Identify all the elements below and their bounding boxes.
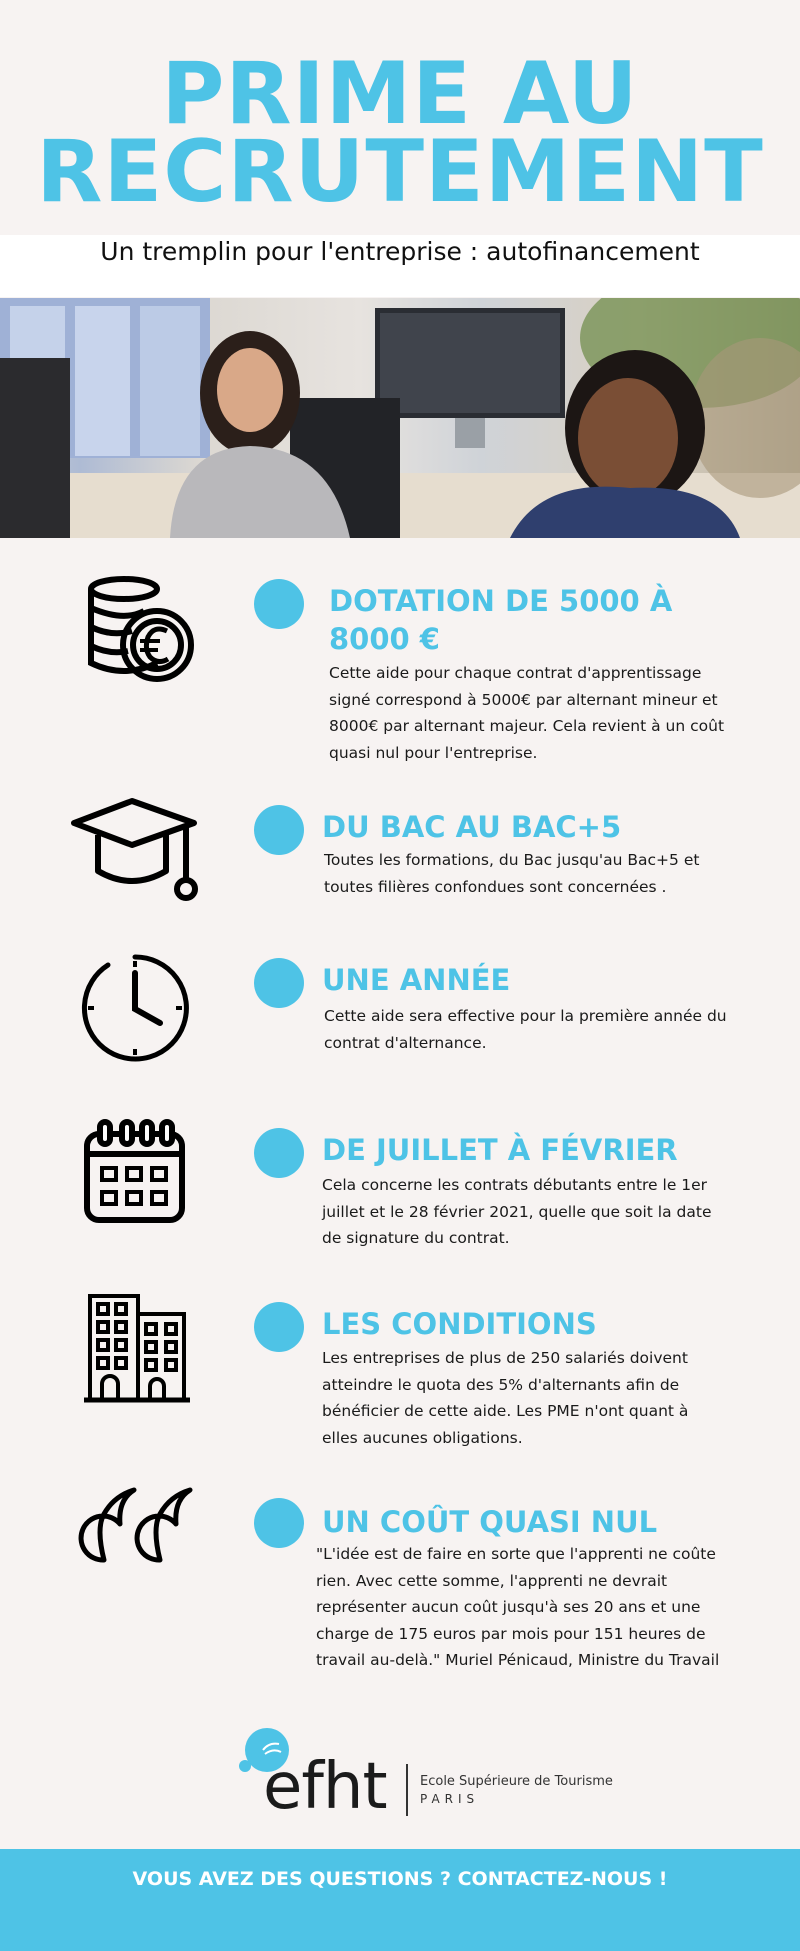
logo-city: PARIS: [420, 1792, 480, 1806]
section-bullet-2: [254, 805, 304, 855]
footer-banner[interactable]: [0, 1849, 800, 1951]
office-photo: [0, 298, 800, 538]
logo-school-name: Ecole Supérieure de Tourisme: [420, 1774, 613, 1789]
section-text-6: "L'idée est de faire en sorte que l'apprenti ne coûte rien. Avec cette somme, l'apprenti ne devrait représenter aucun coût jusqu'à ses 20 ans et une charge de 175 euros par mois pour 151 heures de travail au-delà." Muriel Pénicaud, Ministre du Travail: [316, 1545, 720, 1669]
section-title-2: DU BAC AU BAC+5: [322, 810, 622, 844]
page-title: [0, 44, 800, 222]
calendar-icon: [82, 1118, 187, 1231]
coins-euro-icon: [82, 575, 197, 690]
section-text-5: Les entreprises de plus de 250 salariés doivent atteindre le quota des 5% d'alternants afin de bénéficier de cette aide. Les PME n'ont quant à elles aucunes obligations.: [322, 1349, 689, 1447]
page-subtitle: Un tremplin pour l'entreprise : autofinancement: [100, 237, 700, 266]
quote-icon: [78, 1484, 196, 1571]
logo-divider: [406, 1764, 408, 1816]
title-line-2: RECRUTEMENT: [36, 122, 764, 222]
section-bullet-3: [254, 958, 304, 1008]
section-bullet-5: [254, 1302, 304, 1352]
section-text-2: Toutes les formations, du Bac jusqu'au Bac+5 et toutes filières confondues sont concernées .: [324, 851, 700, 896]
section-text-4: Cela concerne les contrats débutants entre le 1er juillet et le 28 février 2021, quelle que soit la date de signature du contrat.: [322, 1176, 712, 1247]
section-title-4: DE JUILLET À FÉVRIER: [322, 1133, 678, 1167]
title-line-1: PRIME AU: [161, 44, 639, 144]
graduation-cap-icon: [68, 795, 203, 910]
section-title-1: DOTATION DE 5000 À 8000 €: [329, 584, 673, 656]
section-text-1: Cette aide pour chaque contrat d'apprentissage signé correspond à 5000€ par alternant mineur et 8000€ par alternant majeur. Cela revient à un coût quasi nul pour l'entreprise.: [329, 664, 725, 762]
building-icon: [82, 1292, 192, 1409]
clock-icon: [80, 953, 190, 1068]
section-bullet-1: [254, 579, 304, 629]
section-bullet-6: [254, 1498, 304, 1548]
section-title-6: UN COÛT QUASI NUL: [322, 1505, 658, 1539]
section-title-5: LES CONDITIONS: [322, 1307, 597, 1341]
section-title-3: UNE ANNÉE: [322, 963, 511, 997]
section-text-3: Cette aide sera effective pour la première année du contrat d'alternance.: [324, 1007, 727, 1052]
contact-cta[interactable]: VOUS AVEZ DES QUESTIONS ? CONTACTEZ-NOUS !: [132, 1868, 668, 1890]
logo-wordmark: efht: [263, 1750, 387, 1824]
section-bullet-4: [254, 1128, 304, 1178]
